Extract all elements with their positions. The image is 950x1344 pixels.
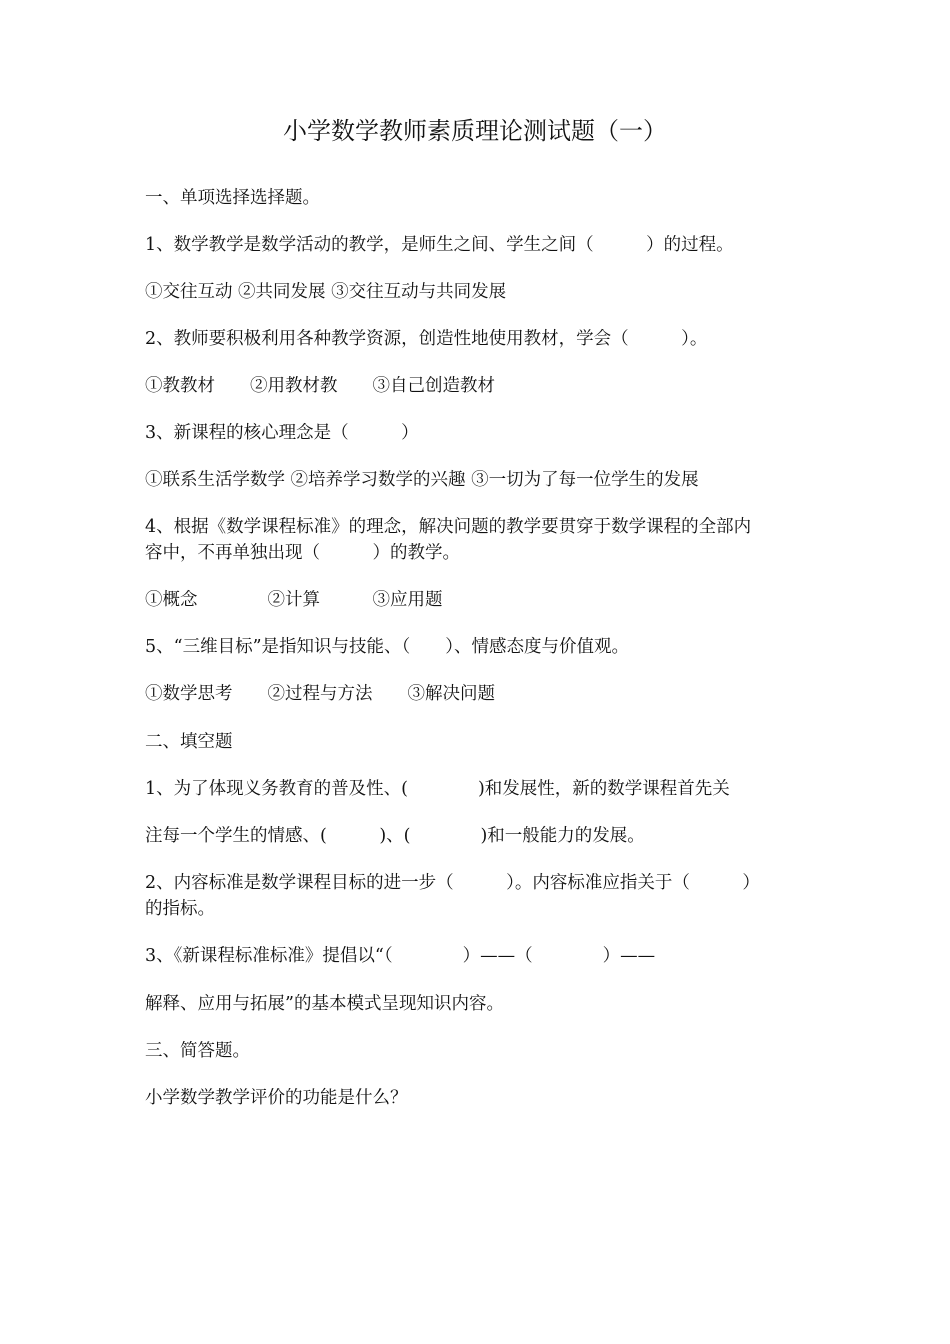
question-text-continued: 的指标。 [145, 899, 215, 919]
question-text-continued: 解释、应用与拓展”的基本模式呈现知识内容。 [145, 994, 504, 1014]
section-heading-single-choice: 一、单项选择选择题。 [145, 188, 320, 208]
options-line: ①教教材 ②用教材教 ③自己创造教材 [145, 376, 495, 396]
section-heading-fill-blank: 二、填空题 [145, 732, 233, 752]
question-text: 1、数学教学是数学活动的教学，是师生之间、学生之间（ ）的过程。 [145, 235, 734, 255]
section-heading-short-answer: 三、简答题。 [145, 1041, 250, 1061]
options-line: ①联系生活学数学 ②培养学习数学的兴趣 ③一切为了每一位学生的发展 [145, 470, 699, 490]
question-text: 1、为了体现义务教育的普及性、( )和发展性，新的数学课程首先关 [145, 779, 730, 799]
options-line: ①交往互动 ②共同发展 ③交往互动与共同发展 [145, 282, 507, 302]
question-text-continued: 容中，不再单独出现（ ）的教学。 [145, 543, 460, 563]
question-text: 2、教师要积极利用各种教学资源，创造性地使用教材，学会（ ）。 [145, 329, 708, 349]
question-text: 2、内容标准是数学课程目标的进一步（ ）。内容标准应指关于（ ） [145, 873, 760, 893]
question-text: 3、新课程的核心理念是（ ） [145, 423, 419, 443]
question-text: 5、“三维目标”是指知识与技能、（ ）、情感态度与价值观。 [145, 637, 630, 657]
options-line: ①概念 ②计算 ③应用题 [145, 590, 443, 610]
options-line: ①数学思考 ②过程与方法 ③解决问题 [145, 684, 495, 704]
question-text-continued: 注每一个学生的情感、( )、( )和一般能力的发展。 [145, 826, 645, 846]
question-text: 3、《新课程标准标准》提倡以“（ ）——（ ）—— [145, 946, 656, 966]
page-title: 小学数学教师素质理论测试题（一） [283, 117, 667, 145]
question-text: 4、根据《数学课程标准》的理念，解决问题的教学要贯穿于数学课程的全部内 [145, 517, 752, 537]
question-text: 小学数学教学评价的功能是什么？ [145, 1088, 408, 1108]
